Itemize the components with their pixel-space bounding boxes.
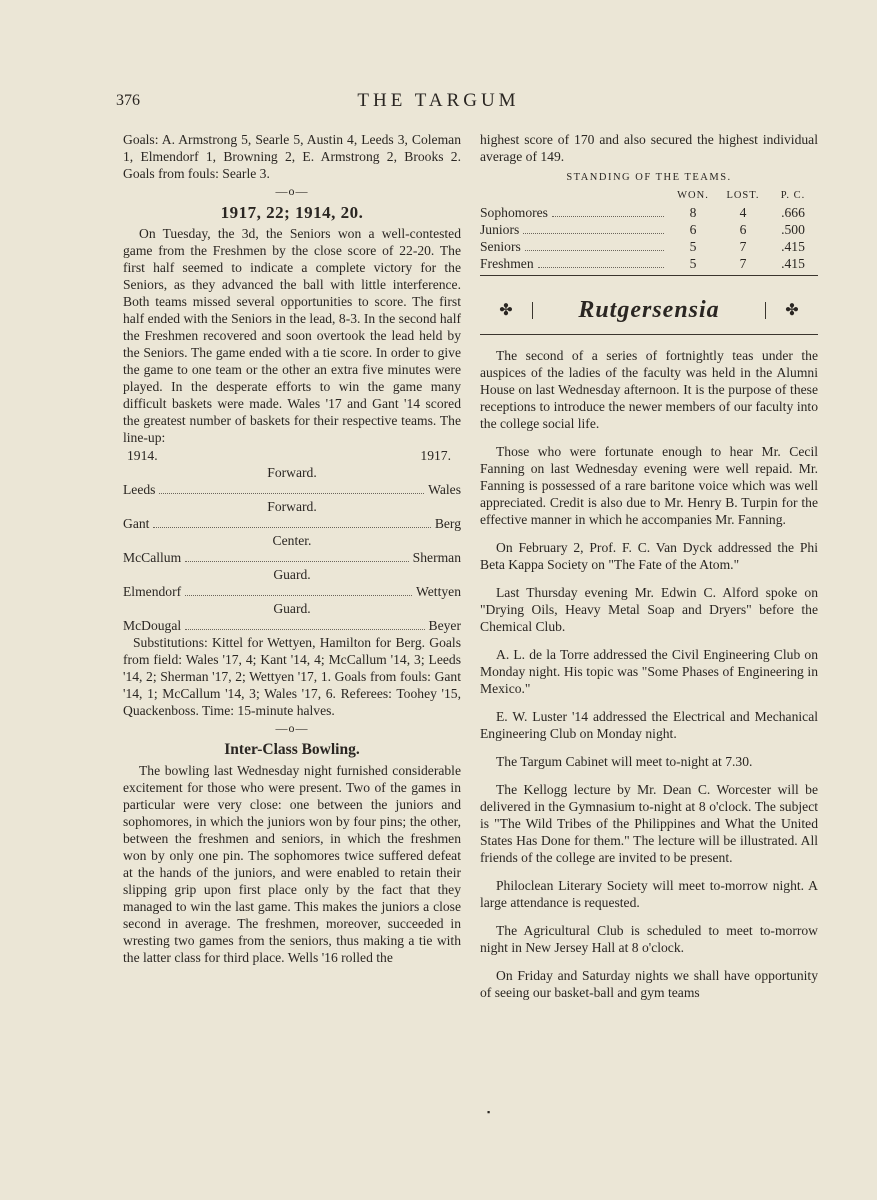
- lineup-year-1914: 1914.: [127, 448, 158, 463]
- standing-lost: 7: [739, 256, 747, 271]
- standing-lost: 6: [739, 222, 747, 237]
- section-rule: [480, 275, 818, 276]
- news-item: The second of a series of fortnightly teas under the auspices of the ladies of the faculty was held in the Alumni House on last Wednesday afternoon. It is the purpose of these receptions to introduce the newer members of our faculty into the college social life.: [480, 348, 818, 431]
- bowling-heading: Inter-Class Bowling.: [224, 741, 360, 758]
- lineup-player-1917: Wettyen: [416, 584, 461, 599]
- lineup-player-1917: Wales: [428, 482, 461, 497]
- fleuron-icon: ✤: [785, 301, 799, 319]
- bowling-continued-paragraph: highest score of 170 and also secured the highest individual average of 149.: [480, 132, 818, 164]
- standing-won: 8: [689, 205, 697, 220]
- lineup-table: [123, 464, 461, 634]
- standing-pc: .415: [781, 239, 805, 254]
- lineup-row: [123, 549, 461, 566]
- masthead: [480, 292, 818, 328]
- standing-won: 5: [689, 239, 697, 254]
- standing-team-name: Sophomores: [480, 205, 548, 220]
- lineup-year-1917: 1917.: [420, 448, 451, 463]
- dot-leader: [185, 595, 412, 596]
- running-head: THE TARGUM: [357, 90, 520, 111]
- standing-team-name: Seniors: [480, 239, 521, 254]
- separator: —o—: [275, 184, 309, 198]
- standing-team: [480, 221, 668, 238]
- fleuron-icon: ✤: [499, 301, 513, 319]
- substitutions-paragraph: Substitutions: Kittel for Wettyen, Hamilton for Berg. Goals from field: Wales '17, 4; Kant '14, 4; McCallum '14, 3; Leeds '14, 2; Sherman '17, 2; Wettyen '17, 1. Goals from fouls: Gant '14, 1; McCallum '14, 3; Wales '17, 6. Referees: Toohey '15, Quackenboss. Time: 15-minute halves.: [123, 635, 461, 718]
- standing-team-name: Freshmen: [480, 256, 534, 271]
- lineup-player-1917: Beyer: [428, 618, 461, 633]
- lineup-position: Forward.: [267, 465, 317, 480]
- masthead-title: Rutgersensia: [532, 302, 766, 319]
- standing-header-lost: LOST.: [726, 190, 760, 201]
- dot-leader: [185, 561, 409, 562]
- news-item: On February 2, Prof. F. C. Van Dyck addressed the Phi Beta Kappa Society on "The Fate of the Atom.": [480, 540, 818, 572]
- standing-pc: .666: [781, 205, 805, 220]
- standing-row: [480, 204, 818, 221]
- news-item: Last Thursday evening Mr. Edwin C. Alford spoke on "Drying Oils, Heavy Metal Soap and Dryers" before the Chemical Club.: [480, 585, 818, 634]
- lineup-player-1917: Sherman: [412, 550, 461, 565]
- lineup-player-1914: Elmendorf: [123, 584, 182, 599]
- standing-title: STANDING OF THE TEAMS.: [566, 172, 732, 183]
- lineup-player-1914: Leeds: [123, 482, 156, 497]
- news-item: The Targum Cabinet will meet to-night at 7.30.: [496, 754, 753, 769]
- separator: —o—: [275, 721, 309, 735]
- standing-row: [480, 238, 818, 255]
- lineup-row: [123, 583, 461, 600]
- ink-blot: ▪: [487, 1107, 491, 1117]
- dot-leader: [153, 527, 430, 528]
- standing-team: [480, 204, 668, 221]
- lineup-row: [123, 481, 461, 498]
- lineup-row: [123, 515, 461, 532]
- dot-leader: [523, 233, 664, 234]
- game-heading: 1917, 22; 1914, 20.: [220, 203, 364, 222]
- standing-won: 5: [689, 256, 697, 271]
- lineup-player-1914: McCallum: [123, 550, 182, 565]
- masthead-rule: [480, 334, 818, 335]
- dot-leader: [538, 267, 664, 268]
- game-paragraph: On Tuesday, the 3d, the Seniors won a well-contested game from the Freshmen by the close score of 22-20. The first half seemed to indicate a complete victory for the Seniors, as they advanced the ball with little interference. Both teams missed several opportunities to score. The first half ended with the Seniors in the lead, 8-3. In the second half the Freshmen recovered and soon overtook the lead held by the Seniors. The game ended with a tie score. In order to give the game to one team or the other an extra five minutes were played. In the desperate efforts to win the game many difficult baskets were made. Wales '17 and Gant '14 scored the greatest number of baskets for their respective teams. The line-up:: [123, 226, 461, 445]
- lineup-row: [123, 617, 461, 634]
- standing-pc: .500: [781, 222, 805, 237]
- lineup-player-1914: Gant: [123, 516, 150, 531]
- standing-header-team: [480, 187, 668, 204]
- lineup-position: Guard.: [273, 601, 311, 616]
- bowling-paragraph: The bowling last Wednesday night furnished considerable excitement for those who were present. Two of the games in particular were very close: one between the juniors and sophomores, in which the juniors won by four pins; the other, between the freshmen and seniors, in which the freshmen won by only one pin. The sophomores twice suffered defeat at the hands of the juniors, and were enabled to retain their slipping grip upon first place only by the fact that they managed to win the last game. This makes the juniors a close second in average. The freshmen, moreover, succeeded in wresting two games from the seniors, thus making a tie with the latter class for third place. Wells '16 rolled the: [123, 763, 461, 965]
- lineup-position: Forward.: [267, 499, 317, 514]
- standing-header-row: [480, 187, 818, 204]
- standing-pc: .415: [781, 256, 805, 271]
- news-item: Philoclean Literary Society will meet to-morrow night. A large attendance is requested.: [480, 878, 818, 910]
- news-item: Those who were fortunate enough to hear Mr. Cecil Fanning on last Wednesday evening were well repaid. Mr. Fanning is possessed of a rare baritone voice which was well appreciated. Credit is also due to Mr. Henry B. Turpin for the effective manner in which he accompanies Mr. Fanning.: [480, 444, 818, 527]
- news-item: A. L. de la Torre addressed the Civil Engineering Club on Monday night. His topic was "Some Phases of Engineering in Mexico.": [480, 647, 818, 696]
- standing-team: [480, 238, 668, 255]
- standing-won: 6: [689, 222, 697, 237]
- news-item: E. W. Luster '14 addressed the Electrical and Mechanical Engineering Club on Monday night.: [480, 709, 818, 741]
- dot-leader: [525, 250, 664, 251]
- dot-leader: [552, 216, 664, 217]
- goals-paragraph: Goals: A. Armstrong 5, Searle 5, Austin 4, Leeds 3, Coleman 1, Elmendorf 1, Browning 2, E. Armstrong 2, Brooks 2. Goals from fouls: Searle 3.: [123, 132, 461, 181]
- dot-leader: [159, 493, 424, 494]
- standing-header-pc: P. C.: [780, 190, 806, 201]
- right-column: [480, 131, 818, 1012]
- news-item: The Agricultural Club is scheduled to meet to-morrow night in New Jersey Hall at 8 o'clock.: [480, 923, 818, 955]
- news-item: On Friday and Saturday nights we shall have opportunity of seeing our basket-ball and gym teams: [480, 968, 818, 1000]
- standing-header-won: WON.: [677, 190, 709, 201]
- news-item: The Kellogg lecture by Mr. Dean C. Worcester will be delivered in the Gymnasium to-night at 8 o'clock. The subject is "The Wild Tribes of the Philippines and What the United States Has Done for them." The lecture will be illustrated. All friends of the college are invited to be present.: [480, 782, 818, 865]
- standing-row: [480, 255, 818, 272]
- standing-row: [480, 221, 818, 238]
- page-number: 376: [116, 92, 140, 109]
- lineup-player-1917: Berg: [434, 516, 461, 531]
- standing-lost: 4: [739, 205, 747, 220]
- lineup-position: Center.: [272, 533, 312, 548]
- lineup-position: Guard.: [273, 567, 311, 582]
- dot-leader: [185, 629, 424, 630]
- lineup-player-1914: McDougal: [123, 618, 182, 633]
- lineup-years: [123, 447, 461, 464]
- standing-team-name: Juniors: [480, 222, 520, 237]
- standing-lost: 7: [739, 239, 747, 254]
- standing-table: [480, 187, 818, 272]
- standing-team: [480, 255, 668, 272]
- left-column: [123, 131, 461, 966]
